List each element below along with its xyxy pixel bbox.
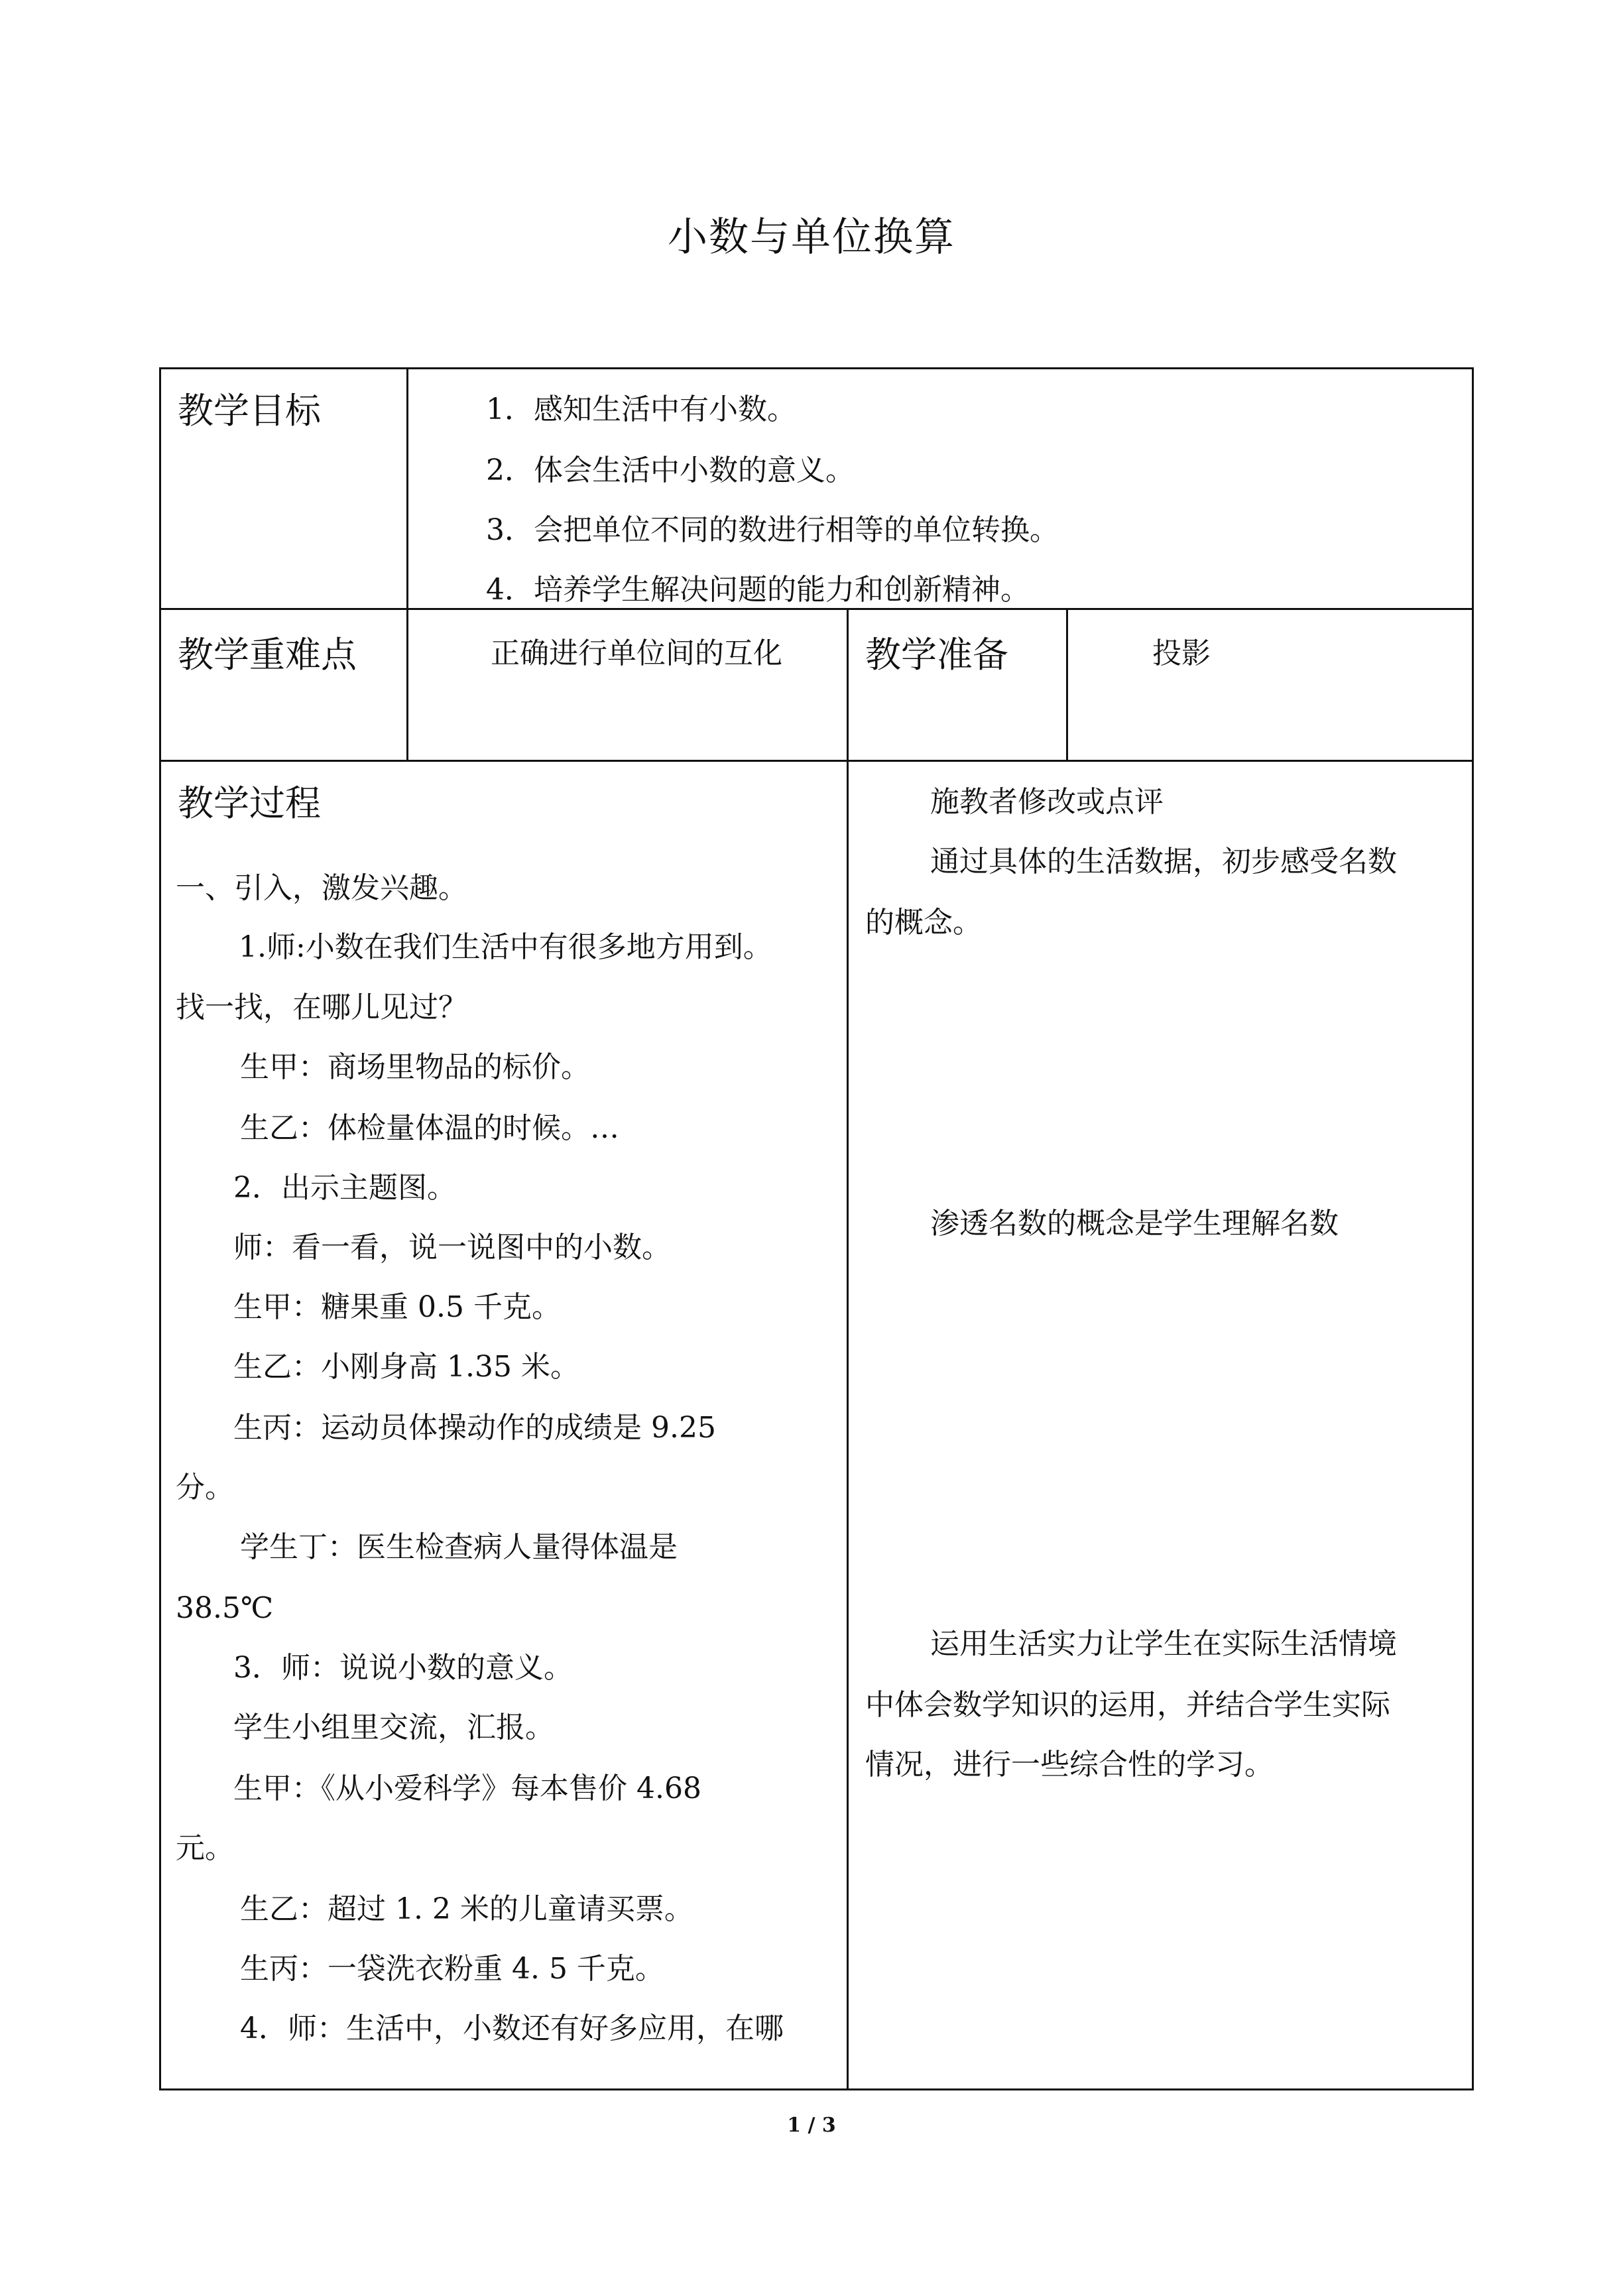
page-number: 1 / 3 — [787, 2114, 836, 2137]
comment-header: 施教者修改或点评 — [930, 785, 1164, 819]
row-divider-2 — [159, 760, 1474, 762]
comment-line: 中体会数学知识的运用，并结合学生实际 — [865, 1688, 1390, 1722]
process-line: 师：看一看，说一说图中的小数。 — [233, 1231, 671, 1264]
process-line: 3．师：说说小数的意义。 — [233, 1651, 573, 1685]
comment-line: 情况，进行一些综合性的学习。 — [865, 1748, 1274, 1782]
process-line: 生甲：糖果重 0.5 千克。 — [233, 1290, 561, 1324]
process-line: 学生小组里交流，汇报。 — [233, 1711, 554, 1744]
col-divider-prep — [1066, 608, 1068, 762]
process-line: 生甲：《从小爱科学》每本售价 4.68 — [233, 1772, 701, 1805]
objective-item: 2．体会生活中小数的意义。 — [486, 453, 855, 487]
process-line: 生乙：小刚身高 1.35 米。 — [233, 1350, 579, 1384]
objective-item: 1．感知生活中有小数。 — [486, 393, 796, 426]
col-divider-middle — [847, 608, 849, 2090]
key-points-label: 教学重难点 — [178, 634, 357, 676]
process-line: 找一找，在哪儿见过？ — [176, 991, 467, 1024]
process-line: 4．师：生活中，小数还有好多应用，在哪 — [240, 2012, 784, 2045]
preparation-label: 教学准备 — [865, 634, 1008, 676]
table-border-bottom — [159, 2088, 1474, 2090]
process-line: 生甲：商场里物品的标价。 — [240, 1050, 590, 1084]
process-line: 38.5℃ — [176, 1591, 274, 1625]
preparation-value: 投影 — [1152, 636, 1211, 670]
process-line: 生丙：运动员体操动作的成绩是 9.25 — [233, 1411, 716, 1445]
page-title: 小数与单位换算 — [668, 214, 955, 261]
table-border-top — [159, 367, 1474, 369]
process-line: 1.师:小数在我们生活中有很多地方用到。 — [239, 930, 772, 964]
table-border-left — [159, 367, 161, 2090]
comment-line: 运用生活实力让学生在实际生活情境 — [930, 1627, 1397, 1661]
process-line: 元。 — [176, 1831, 234, 1865]
comment-line: 渗透名数的概念是学生理解名数 — [930, 1207, 1339, 1240]
process-line: 生乙：体检量体温的时候。… — [240, 1111, 619, 1145]
comment-line: 的概念。 — [865, 906, 982, 939]
process-line: 生丙：一袋洗衣粉重 4. 5 千克。 — [240, 1952, 664, 1986]
process-line: 2．出示主题图。 — [233, 1171, 456, 1205]
process-label: 教学过程 — [178, 782, 321, 824]
col-divider-label — [406, 367, 408, 762]
process-line: 一、引入，激发兴趣。 — [176, 871, 467, 905]
process-line: 学生丁：医生检查病人量得体温是 — [240, 1530, 678, 1564]
comment-line: 通过具体的生活数据，初步感受名数 — [930, 845, 1397, 878]
process-line: 生乙：超过 1. 2 米的儿童请买票。 — [240, 1892, 693, 1926]
objective-item: 4．培养学生解决问题的能力和创新精神。 — [486, 573, 1030, 607]
objective-item: 3．会把单位不同的数进行相等的单位转换。 — [486, 513, 1059, 547]
objectives-label: 教学目标 — [178, 390, 321, 432]
table-border-right — [1472, 367, 1474, 2090]
key-points-value: 正确进行单位间的互化 — [491, 636, 782, 670]
process-line: 分。 — [176, 1471, 234, 1504]
